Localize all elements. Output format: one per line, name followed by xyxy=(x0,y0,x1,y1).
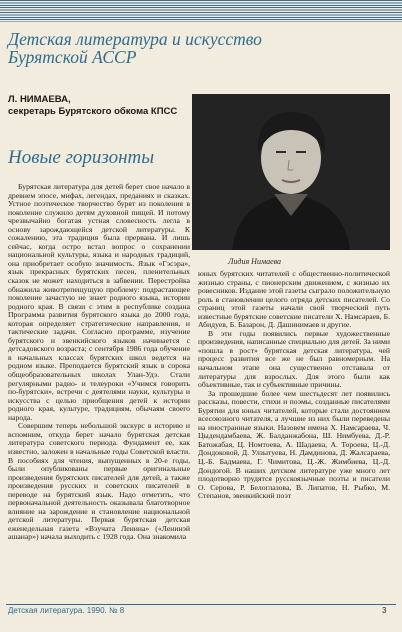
text-column-right xyxy=(198,270,390,595)
page-number: 3 xyxy=(382,606,387,615)
footer-rule xyxy=(6,604,396,605)
paragraph: Совершим теперь небольшой экскурс в историю и вспомним, откуда берет начало бурятская детская литература советского периода. Фундамент ее, как известно, заложен в начальные годы Советской власти. В пособиях для чтения, выпущенных в 20-е годы, были опубликованы первые оригинальные произведения бурятских писателей для детей, а также произведения русских и советских писателей в переводе на бурятский язык. Надо отметить, что первоначальной деятельность оказывала благотворное влияние на зарождение и становление национальной детской литературы. Первая бурятская детская еженедельная газета «Вэучата Ленина» («Ленинэй ашанар») начала выходить с 1928 года. Она знакомила xyxy=(8,421,190,542)
paragraph: За прошедшие более чем шестьдесят лет появились рассказы, повести, стихи и поэмы, созданные писателями Бурятии для юных читателей, которые стали достоянием всесоюзного читателя, а лучшие из них были переведены на иностранные языки. Назовем имена Х. Намсараева, Ч. Цыдендамбаева, Ж. Балданжабона, Ш. Нимбуева, Д.-Р. Батожабая, Ц. Номтоева, А. Шадаева, А. Тороева, Ц.-Д. Дондоковой, Д. Улзытуева, Н. Дамдинова, Д. Жалсараева, Ц.-Б. Бадмаева, Г. Чимитова, Ц.-Ж. Жимбиева, Ц.-Д. Дондогой. В наших детском литературе уже много лет плодотворно трудятся русскоязычные поэты и писатели О. Серова, Р. Белоглазова, В. Липатов, Н. Рыбко, М. Степанов, эвенкийский поэт xyxy=(198,388,390,501)
author-block xyxy=(8,94,188,118)
author-title: секретарь Бурятского обкома КПСС xyxy=(8,106,178,117)
portrait-image xyxy=(192,94,390,250)
rubric-header xyxy=(8,30,308,66)
rubric-line-2: Бурятской АССР xyxy=(8,47,137,67)
header-stripes xyxy=(0,0,402,22)
paragraph: юных бурятских читателей с общественно-политической жизнью страны, с пионерским движением, с жизнью их ровесников. Издание этой газеты сыграло положительную роль в становлении целого отряда детских писателей. Со страниц этой газеты начали свой творческий путь известные бурятские советские писатели Х. Намсараев, Б. Абидуев, Б. Базарон, Д. Дашинимаев и другие. xyxy=(198,270,390,330)
author-photo xyxy=(192,94,390,250)
paragraph: В эти годы появились первые художественные произведения, написанные специально для детей. За ними «пошла в рост» бурятская детская литература, чей процесс развития все же не был равномерным. На начальном этапе она существенно отставала от литературы для взрослых. Для этого были как объективные, так и субъективные причины. xyxy=(198,328,390,390)
article-title: Новые горизонты xyxy=(8,147,155,168)
author-name: Л. НИМАЕВА, xyxy=(8,94,71,105)
paragraph: Бурятская литература для детей берет свое начало в древнем эпосе, мифах, легендах, преданиях и сказках. Устное поэтическое творчество бурят из поколения в поколение служило детям духовной пищей. И потому чрезвычайно богатая устная словесность легла в основу зарождающейся детской литературы. К сожалению, эта традиция была прервана. И лишь сейчас, когда остро встал вопрос о сохранении национальной культуры, языка и народных традиций, она приобретает особую значимость. Язык «Гэсэра», язык прекрасных бурятских песен, пленительных сказок не может находиться в забвении. Перестройка обнажила животрепещущую проблему: подрастающее поколение зачастую не знает родного языка, истории родного края. В связи с этим в республике создана Программа развития бурятского языка до 2000 года, которая определяет стратегические направления, и тактические задачи. Согласно программе, изучение бурятского и эвенкийского языков начинается с детсадовского возраста; с сентября 1986 года обучение в начальных классах бурятских школ ведется на родном языке. Преподается бурятский язык в сорока общеобразовательных школах Улан-Удэ. Стали регулярными радио- и телеуроки «Учимся говорить по-бурятски», встречи с деятелями науки, культуры и искусства с целью приобщения детей к истории родного края, культуре, традициям, обычаям своего народа. xyxy=(8,183,190,422)
footer-publication: Детская литература. 1990. № 8 xyxy=(8,606,125,615)
rubric-line-1: Детская литература и искусство xyxy=(8,29,262,49)
photo-caption: Лидия Нимаева xyxy=(228,257,282,266)
text-column-left xyxy=(8,183,190,595)
